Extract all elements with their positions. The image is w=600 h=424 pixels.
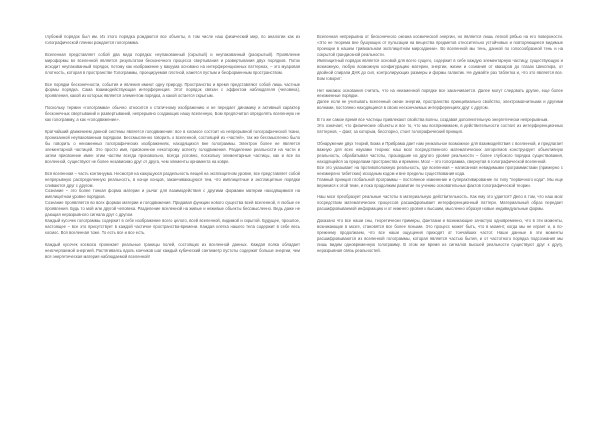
paragraph: Все порядки бесконечности, события и явления имеют одну природу. Пространство и время представляют собой лишь частные формы порядка. Сама взаимодействующая интерференция. Этот порядок связан с эффектом наблюдателя (человека), проявления, какой из которых является элементом порядка, а какой остается скрытым. [45,81,300,99]
left-text-column [45,34,300,416]
paragraph: Сознание проявляется во всех формах материи и голодвижения. Придавая функции нового существа всей вселенной, я любые ее проявления. Будь то мой или другой человека. Разделение вселенной на живые и неживые объекты бессмысленно. Ведь даже не дающая неразрывного сигнала друг с другом. [45,200,300,218]
paragraph: Вселенная представляет собой два вида порядка: неупакованный (скрытый) и неупакованный (раскрытый). Проявление мироформы во вселенной является результатом бесконечного процесса свертывания и развертывания двух порядков. Поток исходит неупакованный порядок, потому как изображение у вакуума основано на интерференционных паттернах, – это муаровая плотность, которая в пространстве Голограммы, проецируемая плотной, кажется пустым и бесформенным пространством. [45,51,300,75]
paragraph: Это означает, что физические объекты и все то, что мы воспринимаем, в действительности состоит из интерференционных паттернов, – факт, за которым, бесспорно, стоит голографический принцип. [317,123,563,135]
paragraph: Каждый кусочек голограммы содержит в себе изображение всего целого, всей вселенной, видимой и скрытой. Будущее, прошлое, настоящее – все это присутствует в каждой частичке пространства-времени. Каждая клетка нашего тела содержит в себе весь космос. Вся вселенная тоже. То есть все и все есть. [45,218,300,236]
right-text-column [317,34,563,416]
paragraph: Вселенная непрерывна от бесконечного океана космической энергии, но является лишь легкой рябью на его поверхности. «Это не теорема вне бушующих от пульсации на вещества предметов относительно устойчивых и повторяющиеся видимые проекции в нашем тривиальном эксплицитном мироздании». Во вселенной мы тень, данной по голосообразной тень и на сокрытой грандиозной реальности. [317,34,563,57]
paragraph: Поскольку термин «голограмма» обычно относится к статичному изображению и не передает динамику и активный характер бесконечных свертываний и развертываний, непрерывно создающих нашу вселенную, Бом предпочитал определять вселенную не как голограмму, а как «голодвижение». [45,105,300,123]
paragraph: Доказано что все наши сны, теоретически примеры, фантазии и возникающие зачастую одновременно, что в эти моменты, возникающие в мозге, становятся все более ясными. Это процесс может быть, что в момент, когда мы не играет и, а по-прежнему продолжаем, что все наши ощущения приходят от тончайших частот. Наши данные в эти моменты расшифровываются из вселенной голограммы, которая является частью бытия, и от частотного порядка подсознания мы лишь видим одновременную голограмму. В этом же время из сигналов высшей реальности существуют друг к другу, неразрывная связь реальностей. [317,218,563,253]
paragraph: В то же самое время все частицы привлекают свойства волны, создавая дополнительную энергетически непрерывным. [317,117,549,123]
paragraph: Вся вселенная – часть континуума. Несмотря на кажущуюся раздельность вещей на эксплицитном уровне, все представляет собой непрерывную распределенную реальность, в конце концов, заканчивающуюся тем, что имплицитные и эксплицитные порядки сливаются друг с другом. [45,170,300,188]
paragraph: Имплицитный порядок является основой для всего сущего, содержит в себе каждую элементарную частицу, существующую и возможную, любую возможную конфигурацию материи, энергии, жизни и сознания от квазаров до глазах Шекспира, от двойной спирали ДНК до сил, контролирующих размеры и формы галактик. Не думайте раз таблетка и, что это является все. Бом говорит: [317,57,563,81]
paragraph: Кратчайший движением данной системы является голодвижение: все в космосе состоит из непрерывной голографической ткани, пронизанной неупакованным порядком. Бессмысленно говорить о вселенной, состоящей из «частей», так же бессмысленно было бы говорить о неизменных голографических изображениях, находящихся вне голограммы. Электрон более не является элементарной частицей. Это просто имя, присвоенное некоторому аспекту голодвижения. Разделение реальности на части и затем присвоение имен этим частям всегда произвольно, всегда условно, поскольку элементарные частицы, как и все во вселенной, существуют не более независимо друг от друга, чем элементы орнамента на ковре. [45,129,300,164]
paragraph: Наш мозг преобразует реальные частоты в материальную действительность. Как ему это удается? Дело в том, что наш мозг посредством математических процессов расшифровывает интерференционный паттерн. Материальный образ передает расшифровываемой информацию и от нижнего уровня к высшим, мысленно образуя новые индивидуальные формы. [317,194,563,212]
paragraph: Обнаружение двух теорий, Бома и Прибрама дает нам уникальное возможное для взаимодействия с вселенной, и предлагает важную для всех науками теорию: наш мозг посредственного математических алгоритмов конструирует объективную реальность, обрабатывая частоты, прошедшие из другого уровня реальности – более глубокого порядка существования, находящейся за пределами пространства и времени. Мозг – это голограмма, свернутая в голографической вселенной. [317,140,563,164]
paragraph: Главный принцип глобальной программы – постоянное изменение и суперактивирование по типу "первичного кода". Мы еще вернемся к этой теме, и пока продолжим развитие по учению основательных фактов голографической теории. [317,176,563,188]
paragraph: глубокий порядок был им. Из этого порядка рождаются все объекты, в том числе наш физический мир, по аналогии как из голографической пленки рождается голограмма. [45,34,300,45]
paragraph: Далее если не учитывать вселенный океан энергии, пространство принципиально свойство, электромагнитными и другими волнами, постоянно находящиеся в своих нескончаемых интерференциях друг с другом. [317,99,563,111]
paragraph: Нет никаких основания считать, что на неизменной порядке все заканчивается. Далее могут следовать другие, еще более неизменные порядки. [317,87,563,99]
paragraph: Сознание – это более тонкая форма материи и рычаг для взаимодействия с другими формами материи находящимися на имплицитном уровне порядков. [45,188,300,200]
paragraph: Все это указывает на противоположную реальность, где вселенная – написанная невидимыми программистами (примерно с неизмерено тибетских) исходным кодом и вне пределы существования кода. [317,164,563,176]
paragraph: Каждый кусочек космоса проникает реальные границы полей, состоящих из вселенной данных. Каждая полка обладает неисчерпаемой энергией. Растягиваясь вдоль кончиков шаг каждый кубический сантиметр пустоты содержит больше энергии, чем вся энергетическая материя наблюдаемой вселенной! [45,241,300,259]
